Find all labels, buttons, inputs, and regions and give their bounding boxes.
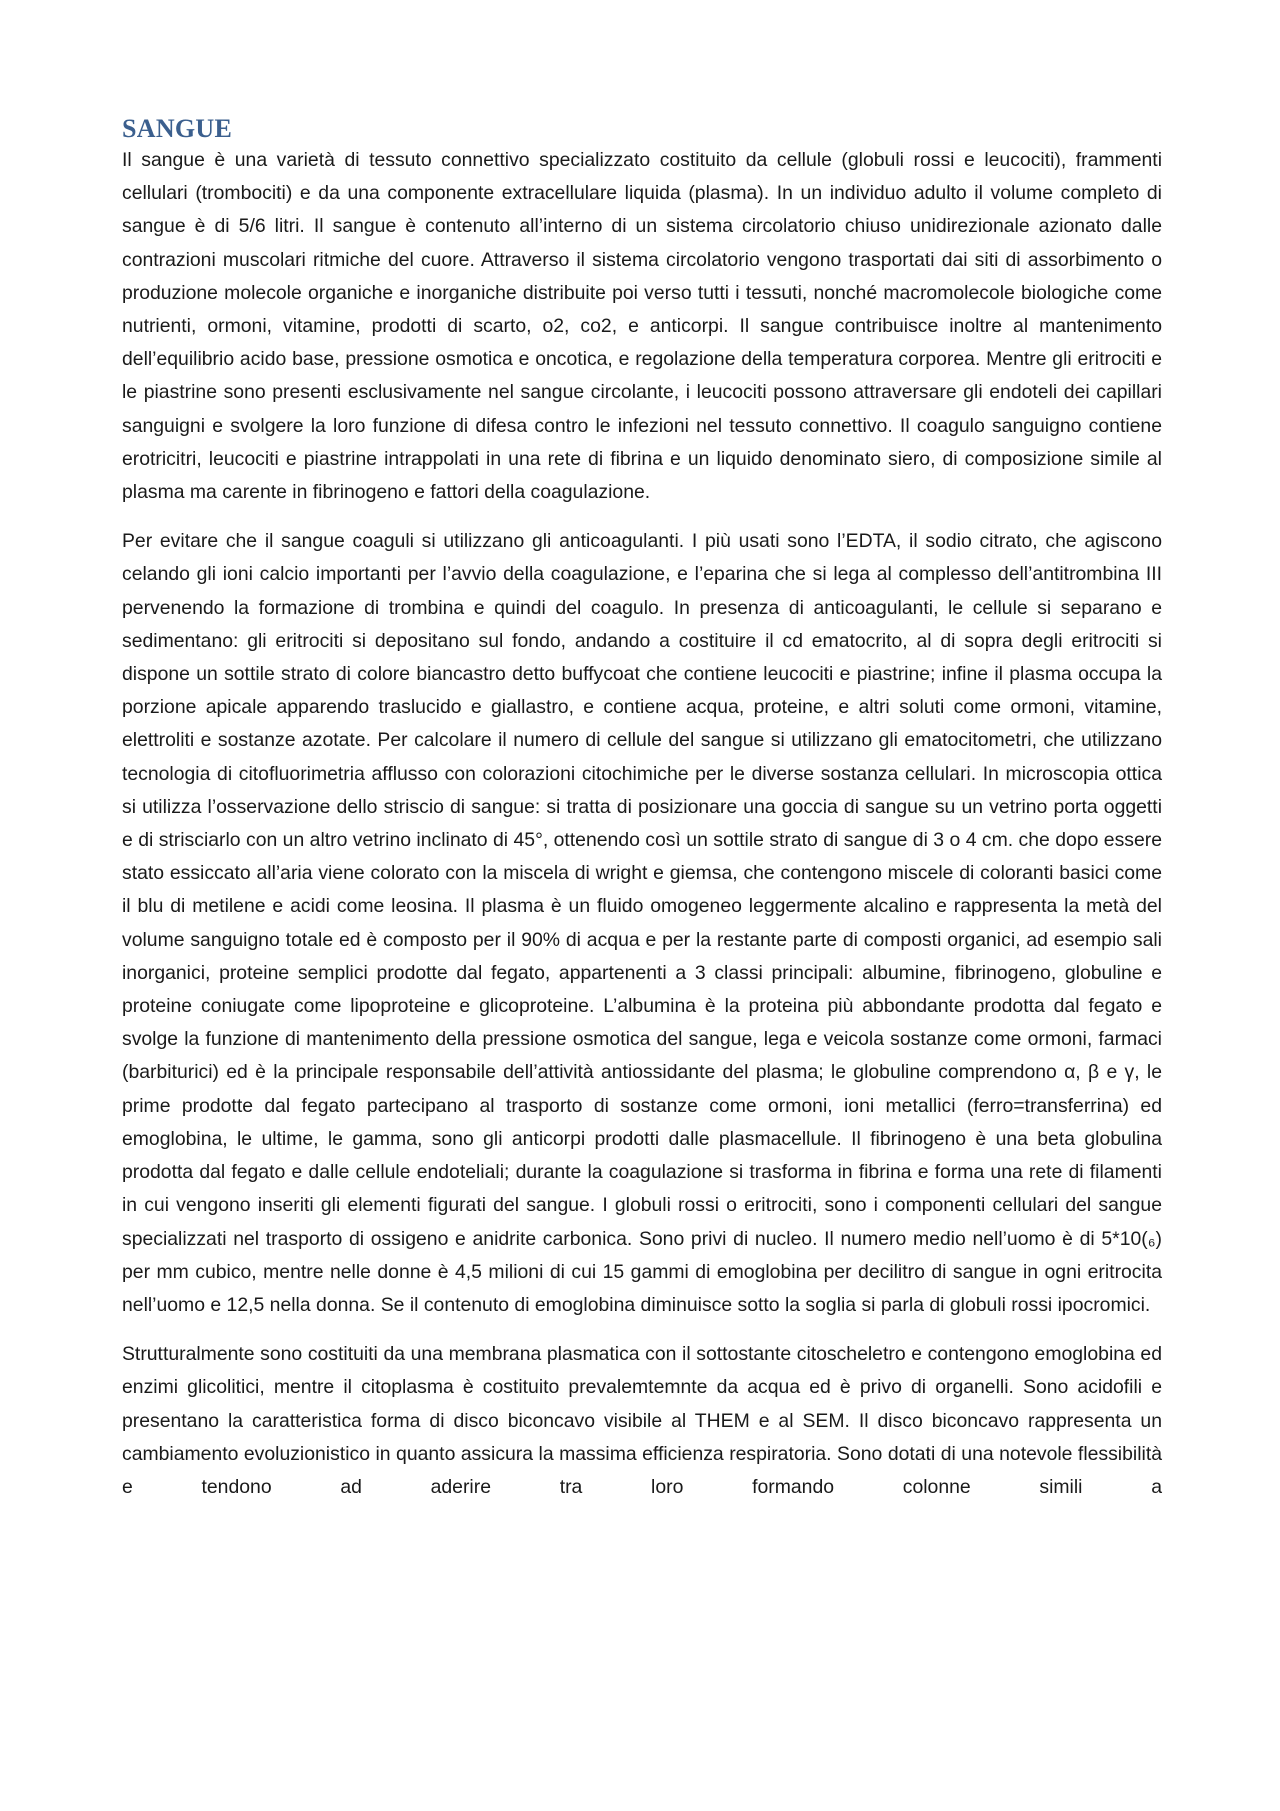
paragraph-intro: Il sangue è una varietà di tessuto connettivo specializzato costituito da cellule (globuli rossi e leucociti), frammenti cellulari (trombociti) e da una componente extracellulare liquida (plasma). In un individuo adulto il volume completo di sangue è di 5/6 litri. Il sangue è contenuto all’interno di un sistema circolatorio chiuso unidirezionale azionato dalle contrazioni muscolari ritmiche del cuore. Attraverso il sistema circolatorio vengono trasportati dai siti di assorbimento o produzione molecole organiche e inorganiche distribuite poi verso tutti i tessuti, nonché macromolecole biologiche come nutrienti, ormoni, vitamine, prodotti di scarto, o2, co2, e anticorpi. Il sangue contribuisce inoltre al mantenimento dell’equilibrio acido base, pressione osmotica e oncotica, e regolazione della temperatura corporea. Mentre gli eritrociti e le piastrine sono presenti esclusivamente nel sangue circolante, i leucociti possono attraversare gli endoteli dei capillari sanguigni e svolgere la loro funzione di difesa contro le infezioni nel tessuto connettivo. Il coagulo sanguigno contiene erotricitri, leucociti e piastrine intrappolati in una rete di fibrina e un liquido denominato siero, di composizione simile al plasma ma carente in fibrinogeno e fattori della coagulazione. [122, 149, 1162, 504]
document-title: SANGUE [122, 114, 233, 143]
paragraph-anticoagulants: Per evitare che il sangue coaguli si utilizzano gli anticoagulanti. I più usati sono l’EDTA, il sodio citrato, che agiscono celando gli ioni calcio importanti per l’avvio della coagulazione, e l’eparina che si lega al complesso dell’antitrombina III pervenendo la formazione di trombina e quindi del coagulo. In presenza di anticoagulanti, le cellule si separano e sedimentano: gli eritrociti si depositano sul fondo, andando a costituire il cd ematocrito, al di sopra degli eritrociti si dispone un sottile strato di colore biancastro detto buffycoat che contiene leucociti e piastrine; infine il plasma occupa la porzione apicale apparendo traslucido e giallastro, e contiene acqua, proteine, e altri soluti come ormoni, vitamine, elettroliti e sostanze azotate. Per calcolare il numero di cellule del sangue si utilizzano gli ematocitometri, che utilizzano tecnologia di citofluorimetria afflusso con colorazioni citochimiche per le diverse sostanza cellulari. In microscopia ottica si utilizza l’osservazione dello striscio di sangue: si tratta di posizionare una goccia di sangue su un vetrino porta oggetti e di strisciarlo con un altro vetrino inclinato di 45°, ottenendo così un sottile strato di sangue di 3 o 4 cm. che dopo essere stato essiccato all’aria viene colorato con la miscela di wright e giemsa, che contengono miscele di coloranti basici come il blu di metilene e acidi come leosina. Il plasma è un fluido omogeneo leggermente alcalino e rappresenta la metà del volume sanguigno totale ed è composto per il 90% di acqua e per la restante parte di composti organici, ad esempio sali inorganici, proteine semplici prodotte dal fegato, appartenenti a 3 classi principali: albumine, fibrinogeno, globuline e proteine coniugate come lipoproteine e glicoproteine. L’albumina è la proteina più abbondante prodotta dal fegato e svolge la funzione di mantenimento della pressione osmotica del sangue, lega e veicola sostanze come ormoni, farmaci (barbiturici) ed è la principale responsabile dell’attività antiossidante del plasma; le globuline comprendono α, β e γ, le prime prodotte dal fegato partecipano al trasporto di sostanze come ormoni, ioni metallici (ferro=transferrina) ed emoglobina, le ultime, le gamma, sono gli anticorpi prodotti dalle plasmacellule. Il fibrinogeno è una beta globulina prodotta dal fegato e dalle cellule endoteliali; durante la coagulazione si trasforma in fibrina e forma una rete di filamenti in cui vengono inseriti gli elementi figurati del sangue. I globuli rossi o eritrociti, sono i componenti cellulari del sangue specializzati nel trasporto di ossigeno e anidrite carbonica. Sono privi di nucleo. Il numero medio nell’uomo è di 5*10(₆) per mm cubico, mentre nelle donne è 4,5 milioni di cui 15 gammi di emoglobina per decilitro di sangue in ogni eritrocita nell’uomo e 12,5 nella donna. Se il contenuto di emoglobina diminuisce sotto la soglia si parla di globuli rossi ipocromici. [122, 530, 1162, 1316]
paragraph-structure: Strutturalmente sono costituiti da una membrana plasmatica con il sottostante citoscheletro e contengono emoglobina ed enzimi glicolitici, mentre il citoplasma è costituito prevalemtemnte da acqua ed è privo di organelli. Sono acidofili e presentano la caratteristica forma di disco biconcavo visibile al THEM e al SEM. Il disco biconcavo rappresenta un cambiamento evoluzionistico in quanto assicura la massima efficienza respiratoria. Sono dotati di una notevole flessibilità e tendono ad aderire tra loro formando colonne simili a [122, 1343, 1162, 1498]
document-page [122, 112, 1162, 1504]
